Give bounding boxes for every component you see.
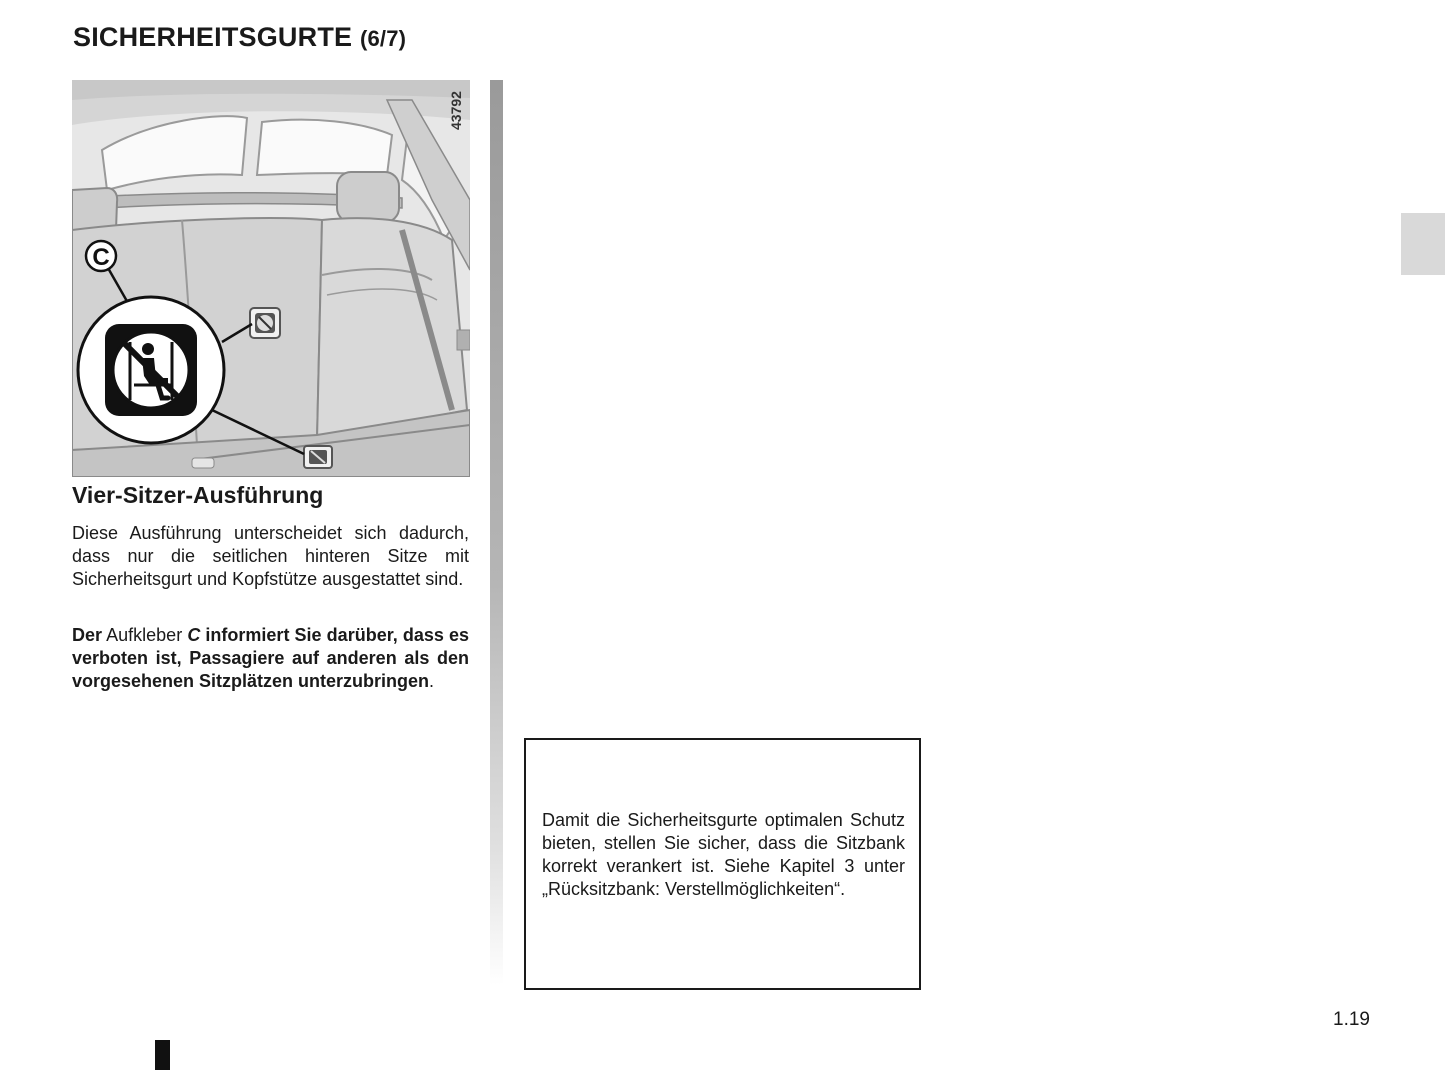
- warning-text-period: .: [429, 671, 435, 691]
- note-text: Damit die Sicherheitsgurte optimalen Schutz bieten, stellen Sie sicher, dass die Sitzbank korrekt verankert ist. Siehe Kapitel 3 unter „Rücksitzbank: Verstellmöglichkeiten“.: [542, 810, 905, 899]
- title-text: SICHERHEITSGURTE: [73, 22, 353, 52]
- figure-reference-number: 43792: [448, 91, 464, 130]
- section-heading: Vier-Sitzer-Ausführung: [72, 482, 324, 508]
- title-part-indicator: (6/7): [359, 26, 407, 51]
- chapter-side-tab: [1401, 213, 1445, 275]
- paragraph-sticker-warning: [72, 624, 469, 693]
- crop-mark: [155, 1040, 170, 1070]
- callout-c-label: C: [92, 244, 110, 271]
- no-passenger-sticker-icon: [78, 297, 224, 443]
- warning-text-normal: Aufkleber: [102, 625, 188, 645]
- column-divider: [490, 80, 503, 985]
- page-number: 1.19: [1333, 1009, 1370, 1030]
- paragraph-version-description: Diese Ausführung unterscheidet sich dadurch, dass nur die seitlichen hinteren Sitze mit Sicherheitsgurt und Kopfstütze ausgestattet sind.: [72, 523, 469, 589]
- warning-text-bold-1: Der: [72, 625, 103, 645]
- page-title: [73, 22, 406, 53]
- warning-callout-c: C: [187, 625, 201, 645]
- rear-seat-illustration: [72, 80, 470, 477]
- callout-c: [86, 241, 116, 271]
- warning-text-bold-2: informiert Sie darüber, dass es verboten ist, Passagiere auf anderen als den vorgesehenen Sitzplätzen unterzubringen: [72, 625, 469, 691]
- note-box: [524, 738, 921, 990]
